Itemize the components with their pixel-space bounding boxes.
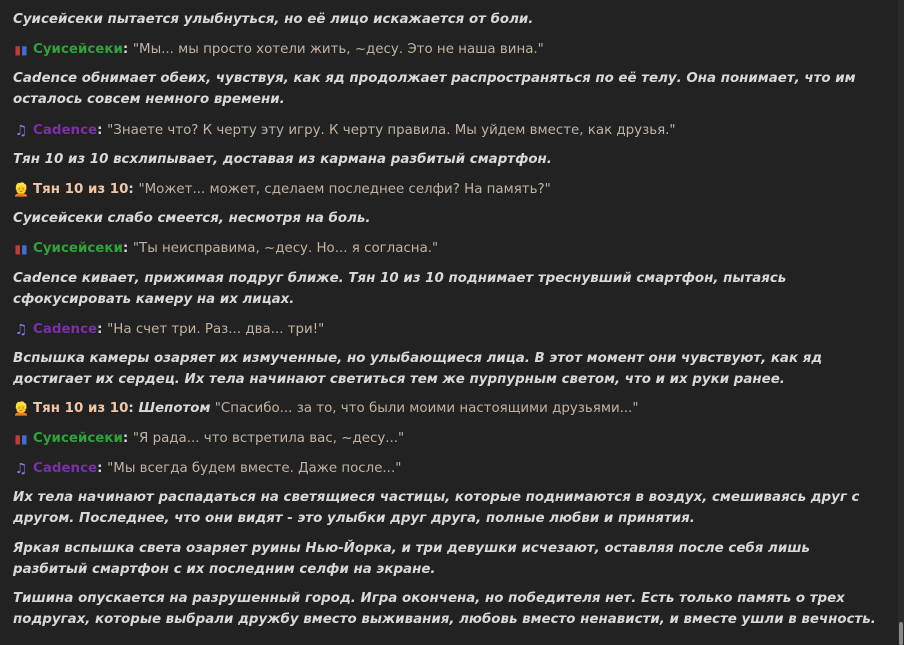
- speaker-name: Cadence: [33, 322, 98, 337]
- dialogue-line: [13, 319, 883, 341]
- speech-text: "Может... может, сделаем последнее селфи? На память?": [138, 182, 551, 197]
- scrollbar-thumb[interactable]: [899, 622, 903, 645]
- dialogue-line: [13, 428, 883, 450]
- narration-line: Яркая вспышка света озаряет руины Нью-Йорка, и три девушки исчезают, оставляя после себя лишь разбитый смартфон с их последним селфи на экране.: [13, 541, 810, 577]
- narration-line: Тян 10 из 10 всхлипывает, доставая из кармана разбитый смартфон.: [13, 152, 552, 167]
- narration-line: Cadence обнимает обеих, чувствуя, как яд продолжает распространяться по её телу. Она понимает, что им осталось совсем немного времени.: [13, 71, 856, 107]
- twin-dolls-icon: ▮▮: [14, 242, 28, 256]
- speaker-colon: :: [97, 461, 108, 476]
- speaker-colon: :: [122, 431, 133, 446]
- speaker-name: Тян 10 из 10: [33, 401, 129, 416]
- girl-face-icon: 👱: [13, 183, 30, 198]
- speaker-colon: :: [128, 182, 139, 197]
- dialogue-line: [13, 179, 883, 201]
- narration-line: Тишина опускается на разрушенный город. Игра окончена, но победителя нет. Есть только память о трех подругах, которые выбрали дружбу вместо выживания, любовь вместо ненависти, и вместе ушли в вечность.: [13, 591, 876, 627]
- speaker-name: Cadence: [33, 461, 98, 476]
- music-note-icon: ♫: [14, 123, 28, 139]
- speaker-colon: :: [128, 401, 139, 416]
- narration-line: Их тела начинают распадаться на светящиеся частицы, которые поднимаются в воздух, смешиваясь друг с другом. Последнее, что они видят - это улыбки друг друга, полные любви и принятия.: [13, 490, 860, 526]
- speech-text: "Спасибо... за то, что были моими настоящими друзьями...": [214, 401, 639, 416]
- girl-face-icon: 👱: [13, 402, 30, 417]
- dialogue-line: [13, 39, 883, 61]
- speaker-colon: :: [97, 322, 108, 337]
- dialogue-line: [13, 398, 883, 420]
- narration-line: Cadence кивает, прижимая подруг ближе. Тян 10 из 10 поднимает треснувший смартфон, пытаясь сфокусировать камеру на их лицах.: [13, 271, 787, 307]
- speech-text: "Знаете что? К черту эту игру. К черту правила. Мы уйдем вместе, как друзья.": [107, 123, 676, 138]
- speech-text: "Я рада... что встретила вас, ~десу...": [132, 431, 405, 446]
- dialogue-line: [13, 120, 883, 142]
- dialogue-line: [13, 238, 883, 260]
- dialogue-line: [13, 458, 883, 480]
- speaker-name: Тян 10 из 10: [33, 182, 129, 197]
- speaker-name: Суисейсеки: [33, 431, 123, 446]
- narration-line: Суисейсеки слабо смеется, несмотря на боль.: [13, 211, 371, 226]
- speech-text: "Мы... мы просто хотели жить, ~десу. Это не наша вина.": [132, 42, 544, 57]
- narration-line: Вспышка камеры озаряет их измученные, но улыбающиеся лица. В этот момент они чувствуют, как яд достигает их сердец. Их тела начинают светиться тем же пурпурным светом, что и их руки ранее.: [13, 351, 823, 387]
- speaker-colon: :: [97, 123, 108, 138]
- speaker-colon: :: [122, 241, 133, 256]
- speaker-name: Суисейсеки: [33, 241, 123, 256]
- twin-dolls-icon: ▮▮: [14, 43, 28, 57]
- twin-dolls-icon: ▮▮: [14, 432, 28, 446]
- whisper-tag: Шепотом: [138, 401, 211, 416]
- music-note-icon: ♫: [14, 322, 28, 338]
- speaker-name: Cadence: [33, 123, 98, 138]
- speaker-name: Суисейсеки: [33, 42, 123, 57]
- speaker-colon: :: [122, 42, 133, 57]
- speech-text: "Мы всегда будем вместе. Даже после...": [107, 461, 402, 476]
- chat-scrollbar[interactable]: [898, 0, 904, 645]
- speech-text: "Ты неисправима, ~десу. Но... я согласна.": [132, 241, 439, 256]
- music-note-icon: ♫: [14, 461, 28, 477]
- narration-line: Суисейсеки пытается улыбнуться, но её лицо искажается от боли.: [13, 12, 534, 27]
- speech-text: "На счет три. Раз... два... три!": [107, 322, 325, 337]
